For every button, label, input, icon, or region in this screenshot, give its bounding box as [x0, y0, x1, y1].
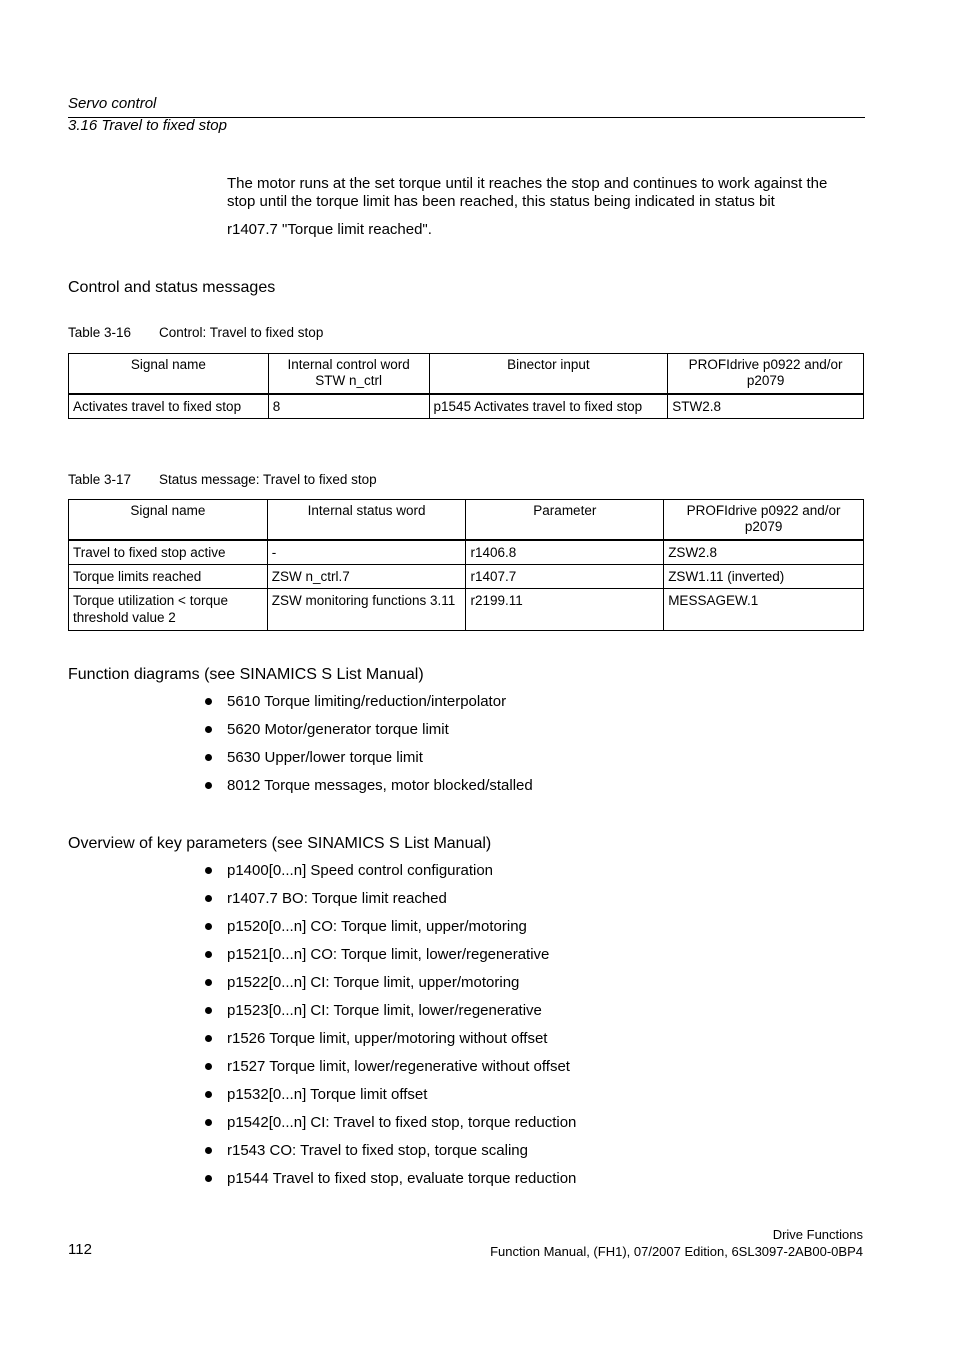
- table17-number: Table 3-17: [68, 472, 132, 487]
- table-row: [69, 565, 864, 589]
- table-cell: ZSW monitoring functions 3.11: [267, 589, 466, 631]
- control-table: [68, 353, 864, 419]
- page-number: 112: [68, 1241, 92, 1258]
- table-row: [69, 589, 864, 631]
- list-item: [200, 974, 576, 1002]
- table-cell: 8: [268, 394, 429, 419]
- bullet-icon: [205, 1091, 212, 1098]
- table16-caption: [68, 325, 323, 340]
- list-item: [200, 1142, 576, 1170]
- list-item: [200, 749, 533, 777]
- section-heading-key-parameters: Overview of key parameters (see SINAMICS S List Manual): [68, 835, 492, 852]
- table-cell: STW2.8: [668, 394, 864, 419]
- list-item-text: r1527 Torque limit, lower/regenerative without offset: [227, 1058, 570, 1075]
- table17-caption: [68, 472, 377, 487]
- list-item: [200, 693, 533, 721]
- list-item-text: p1532[0...n] Torque limit offset: [227, 1086, 428, 1103]
- bullet-icon: [205, 1175, 212, 1182]
- table-row: [69, 540, 864, 565]
- bullet-icon: [205, 923, 212, 930]
- footer-doc-info: Function Manual, (FH1), 07/2007 Edition, 6SL3097-2AB00-0BP4: [490, 1244, 863, 1259]
- list-item: [200, 918, 576, 946]
- list-item: [200, 1114, 576, 1142]
- section-heading-control-status: Control and status messages: [68, 279, 276, 296]
- list-item: [200, 890, 576, 918]
- list-item: [200, 1170, 576, 1198]
- list-item-text: p1542[0...n] CI: Travel to fixed stop, torque reduction: [227, 1114, 577, 1131]
- bullet-icon: [205, 1007, 212, 1014]
- list-item: [200, 862, 576, 890]
- list-item-text: p1544 Travel to fixed stop, evaluate torque reduction: [227, 1170, 577, 1187]
- table-cell: p1545 Activates travel to fixed stop: [429, 394, 668, 419]
- column-header: Binector input: [429, 354, 668, 395]
- bullet-icon: [205, 698, 212, 705]
- bullet-icon: [205, 867, 212, 874]
- list-item-text: 8012 Torque messages, motor blocked/stalled: [227, 777, 533, 794]
- list-item: [200, 1002, 576, 1030]
- table-cell: r1407.7: [466, 565, 664, 589]
- table-cell: Travel to fixed stop active: [69, 540, 268, 565]
- list-item: [200, 1086, 576, 1114]
- column-header: Parameter: [466, 500, 664, 541]
- table-header-row: [69, 354, 864, 395]
- table-cell: -: [267, 540, 466, 565]
- table-cell: Activates travel to fixed stop: [69, 394, 269, 419]
- table16-number: Table 3-16: [68, 325, 132, 340]
- function-diagram-list: [200, 693, 533, 805]
- list-item-text: p1522[0...n] CI: Torque limit, upper/motoring: [227, 974, 520, 991]
- bullet-icon: [205, 979, 212, 986]
- table17-title: Status message: Travel to fixed stop: [159, 472, 377, 487]
- bullet-icon: [205, 754, 212, 761]
- table-cell: ZSW1.11 (inverted): [664, 565, 864, 589]
- running-header-chapter: Servo control: [68, 95, 157, 112]
- table-cell: r1406.8: [466, 540, 664, 565]
- table-cell: Torque limits reached: [69, 565, 268, 589]
- list-item-text: r1407.7 BO: Torque limit reached: [227, 890, 447, 907]
- list-item: [200, 777, 533, 805]
- bullet-icon: [205, 1147, 212, 1154]
- list-item-text: 5620 Motor/generator torque limit: [227, 721, 449, 738]
- bullet-icon: [205, 951, 212, 958]
- table-row: [69, 394, 864, 419]
- column-header: Internal control word STW n_ctrl: [268, 354, 429, 395]
- intro-text-continued: r1407.7 "Torque limit reached".: [227, 221, 432, 238]
- list-item-text: r1526 Torque limit, upper/motoring without offset: [227, 1030, 548, 1047]
- key-parameter-list: [200, 862, 576, 1198]
- list-item: [200, 946, 576, 974]
- table-cell: MESSAGEW.1: [664, 589, 864, 631]
- column-header: PROFIdrive p0922 and/or p2079: [668, 354, 864, 395]
- list-item-text: 5610 Torque limiting/reduction/interpolator: [227, 693, 507, 710]
- column-header: Signal name: [69, 354, 269, 395]
- bullet-icon: [205, 1119, 212, 1126]
- running-header-section: 3.16 Travel to fixed stop: [68, 117, 227, 134]
- table-cell: ZSW2.8: [664, 540, 864, 565]
- list-item-text: 5630 Upper/lower torque limit: [227, 749, 423, 766]
- list-item: [200, 721, 533, 749]
- list-item-text: p1523[0...n] CI: Torque limit, lower/regenerative: [227, 1002, 542, 1019]
- list-item-text: p1521[0...n] CO: Torque limit, lower/regenerative: [227, 946, 550, 963]
- intro-paragraph: [227, 175, 857, 239]
- bullet-icon: [205, 726, 212, 733]
- bullet-icon: [205, 1063, 212, 1070]
- table-cell: ZSW n_ctrl.7: [267, 565, 466, 589]
- column-header: PROFIdrive p0922 and/or p2079: [664, 500, 864, 541]
- table-header-row: [69, 500, 864, 541]
- bullet-icon: [205, 895, 212, 902]
- list-item-text: p1400[0...n] Speed control configuration: [227, 862, 494, 879]
- list-item-text: r1543 CO: Travel to fixed stop, torque scaling: [227, 1142, 528, 1159]
- table-cell: r2199.11: [466, 589, 664, 631]
- column-header: Internal status word: [267, 500, 466, 541]
- list-item-text: p1520[0...n] CO: Torque limit, upper/motoring: [227, 918, 527, 935]
- bullet-icon: [205, 782, 212, 789]
- intro-text: The motor runs at the set torque until it reaches the stop and continues to work against the stop until the torque limit has been reached, this status being indicated in status bit: [227, 175, 828, 210]
- footer-doc-title: Drive Functions: [772, 1227, 863, 1242]
- status-table: [68, 499, 864, 631]
- column-header: Signal name: [69, 500, 268, 541]
- bullet-icon: [205, 1035, 212, 1042]
- table16-title: Control: Travel to fixed stop: [159, 325, 324, 340]
- list-item: [200, 1030, 576, 1058]
- table-cell: Torque utilization < torque threshold value 2: [69, 589, 268, 631]
- section-heading-function-diagrams: Function diagrams (see SINAMICS S List Manual): [68, 666, 424, 683]
- list-item: [200, 1058, 576, 1086]
